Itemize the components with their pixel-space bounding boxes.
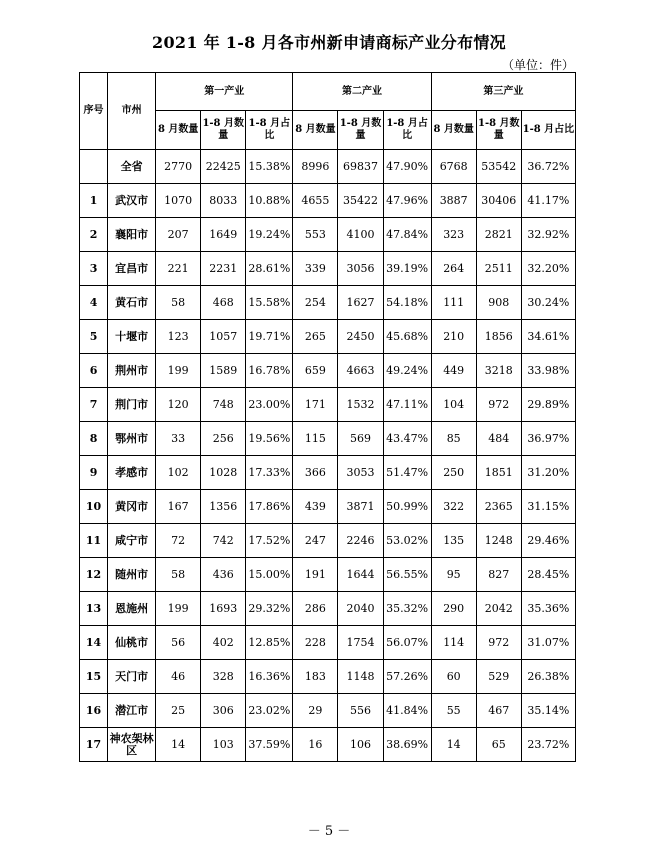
row-value: 23.00% (246, 388, 293, 422)
row-value: 972 (476, 626, 521, 660)
row-value: 39.19% (383, 252, 431, 286)
table-row (80, 422, 576, 456)
row-value: 26.38% (521, 660, 575, 694)
row-value: 29.89% (521, 388, 575, 422)
row-value: 908 (476, 286, 521, 320)
table-row (80, 286, 576, 320)
row-value: 1627 (338, 286, 383, 320)
row-value: 569 (338, 422, 383, 456)
row-value: 23.02% (246, 694, 293, 728)
row-value: 328 (201, 660, 246, 694)
row-seq: 7 (80, 388, 108, 422)
row-value: 23.72% (521, 728, 575, 762)
row-value: 85 (431, 422, 476, 456)
row-city: 荆门市 (108, 388, 156, 422)
row-city: 神农架林区 (108, 728, 156, 762)
row-value: 191 (293, 558, 338, 592)
row-value: 29.32% (246, 592, 293, 626)
row-value: 264 (431, 252, 476, 286)
row-value: 43.47% (383, 422, 431, 456)
row-value: 3053 (338, 456, 383, 490)
row-city: 恩施州 (108, 592, 156, 626)
row-value: 49.24% (383, 354, 431, 388)
document-title: 2021 年 1-8 月各市州新申请商标产业分布情况 (152, 33, 506, 52)
row-value: 56.55% (383, 558, 431, 592)
row-value: 171 (293, 388, 338, 422)
row-value: 69837 (338, 150, 383, 184)
row-city: 襄阳市 (108, 218, 156, 252)
row-value: 35.36% (521, 592, 575, 626)
row-value: 290 (431, 592, 476, 626)
row-value: 4655 (293, 184, 338, 218)
header-sub: 8 月数量 (293, 111, 338, 150)
table-row (80, 592, 576, 626)
row-city: 黄石市 (108, 286, 156, 320)
row-value: 3887 (431, 184, 476, 218)
header-sub: 8 月数量 (156, 111, 201, 150)
row-seq: 12 (80, 558, 108, 592)
row-value: 1693 (201, 592, 246, 626)
row-value: 467 (476, 694, 521, 728)
row-value: 2042 (476, 592, 521, 626)
row-value: 14 (431, 728, 476, 762)
row-seq: 1 (80, 184, 108, 218)
row-value: 4100 (338, 218, 383, 252)
row-city: 十堰市 (108, 320, 156, 354)
row-value: 58 (156, 558, 201, 592)
row-value: 366 (293, 456, 338, 490)
row-seq: 4 (80, 286, 108, 320)
row-value: 439 (293, 490, 338, 524)
row-value: 210 (431, 320, 476, 354)
row-value: 484 (476, 422, 521, 456)
row-value: 254 (293, 286, 338, 320)
row-value: 33.98% (521, 354, 575, 388)
row-seq: 6 (80, 354, 108, 388)
row-value: 104 (431, 388, 476, 422)
header-sub: 1-8 月占比 (521, 111, 575, 150)
row-value: 3056 (338, 252, 383, 286)
row-value: 1856 (476, 320, 521, 354)
row-value: 47.90% (383, 150, 431, 184)
row-value: 54.18% (383, 286, 431, 320)
row-value: 228 (293, 626, 338, 660)
row-value: 56 (156, 626, 201, 660)
row-value: 50.99% (383, 490, 431, 524)
row-value: 60 (431, 660, 476, 694)
header-seq: 序号 (80, 73, 108, 150)
row-value: 2450 (338, 320, 383, 354)
row-city: 随州市 (108, 558, 156, 592)
row-value: 35422 (338, 184, 383, 218)
row-value: 6768 (431, 150, 476, 184)
row-value: 2770 (156, 150, 201, 184)
row-value: 16 (293, 728, 338, 762)
table-row (80, 694, 576, 728)
row-city: 孝感市 (108, 456, 156, 490)
row-value: 2231 (201, 252, 246, 286)
row-value: 659 (293, 354, 338, 388)
row-value: 35.32% (383, 592, 431, 626)
row-value: 199 (156, 592, 201, 626)
row-value: 556 (338, 694, 383, 728)
row-seq: 9 (80, 456, 108, 490)
row-value: 2821 (476, 218, 521, 252)
row-seq: 11 (80, 524, 108, 558)
row-value: 37.59% (246, 728, 293, 762)
table-row (80, 354, 576, 388)
header-sub: 1-8 月占比 (383, 111, 431, 150)
row-city: 宜昌市 (108, 252, 156, 286)
row-value: 12.85% (246, 626, 293, 660)
row-city: 仙桃市 (108, 626, 156, 660)
row-value: 16.78% (246, 354, 293, 388)
row-value: 1057 (201, 320, 246, 354)
row-value: 553 (293, 218, 338, 252)
header-group-secondary: 第二产业 (293, 73, 431, 111)
page-number: － 5 － (307, 824, 351, 839)
header-sub: 8 月数量 (431, 111, 476, 150)
row-value: 46 (156, 660, 201, 694)
row-value: 199 (156, 354, 201, 388)
row-value: 827 (476, 558, 521, 592)
row-value: 25 (156, 694, 201, 728)
row-value: 748 (201, 388, 246, 422)
row-seq: 14 (80, 626, 108, 660)
row-value: 115 (293, 422, 338, 456)
row-value: 2511 (476, 252, 521, 286)
row-value: 17.86% (246, 490, 293, 524)
row-value: 135 (431, 524, 476, 558)
row-value: 436 (201, 558, 246, 592)
header-row-groups (80, 73, 576, 111)
table-row (80, 184, 576, 218)
table-row (80, 252, 576, 286)
header-sub: 1-8 月数量 (201, 111, 246, 150)
row-value: 1028 (201, 456, 246, 490)
row-city: 鄂州市 (108, 422, 156, 456)
row-value: 41.84% (383, 694, 431, 728)
row-value: 449 (431, 354, 476, 388)
table-row (80, 490, 576, 524)
row-value: 183 (293, 660, 338, 694)
table-row (80, 320, 576, 354)
row-value: 28.45% (521, 558, 575, 592)
row-value: 15.00% (246, 558, 293, 592)
trademark-distribution-table (79, 72, 576, 762)
row-value: 742 (201, 524, 246, 558)
row-value: 468 (201, 286, 246, 320)
header-sub: 1-8 月数量 (338, 111, 383, 150)
table-body (80, 150, 576, 762)
row-value: 1589 (201, 354, 246, 388)
row-value: 65 (476, 728, 521, 762)
row-seq: 5 (80, 320, 108, 354)
row-value: 19.56% (246, 422, 293, 456)
row-value: 41.17% (521, 184, 575, 218)
row-value: 167 (156, 490, 201, 524)
row-value: 45.68% (383, 320, 431, 354)
table-row (80, 456, 576, 490)
row-value: 10.88% (246, 184, 293, 218)
row-value: 103 (201, 728, 246, 762)
row-value: 1356 (201, 490, 246, 524)
row-value: 2040 (338, 592, 383, 626)
row-value: 1754 (338, 626, 383, 660)
row-value: 95 (431, 558, 476, 592)
row-value: 53.02% (383, 524, 431, 558)
row-seq: 10 (80, 490, 108, 524)
row-seq: 2 (80, 218, 108, 252)
row-value: 8033 (201, 184, 246, 218)
row-value: 1851 (476, 456, 521, 490)
row-value: 29.46% (521, 524, 575, 558)
row-value: 247 (293, 524, 338, 558)
row-value: 972 (476, 388, 521, 422)
row-value: 38.69% (383, 728, 431, 762)
row-value: 3218 (476, 354, 521, 388)
row-value: 34.61% (521, 320, 575, 354)
row-value: 3871 (338, 490, 383, 524)
row-value: 16.36% (246, 660, 293, 694)
header-group-primary: 第一产业 (156, 73, 293, 111)
row-city: 全省 (108, 150, 156, 184)
row-seq: 13 (80, 592, 108, 626)
row-value: 28.61% (246, 252, 293, 286)
row-value: 17.52% (246, 524, 293, 558)
table-row (80, 218, 576, 252)
header-city: 市州 (108, 73, 156, 150)
row-value: 56.07% (383, 626, 431, 660)
row-value: 47.11% (383, 388, 431, 422)
row-value: 339 (293, 252, 338, 286)
row-value: 1532 (338, 388, 383, 422)
row-city: 潜江市 (108, 694, 156, 728)
row-value: 2365 (476, 490, 521, 524)
row-value: 322 (431, 490, 476, 524)
row-value: 2246 (338, 524, 383, 558)
row-value: 207 (156, 218, 201, 252)
row-value: 286 (293, 592, 338, 626)
row-value: 306 (201, 694, 246, 728)
row-value: 15.38% (246, 150, 293, 184)
row-value: 57.26% (383, 660, 431, 694)
row-value: 32.20% (521, 252, 575, 286)
table-row (80, 150, 576, 184)
row-value: 1649 (201, 218, 246, 252)
row-value: 47.84% (383, 218, 431, 252)
row-city: 武汉市 (108, 184, 156, 218)
table-row (80, 524, 576, 558)
row-value: 1644 (338, 558, 383, 592)
row-value: 1070 (156, 184, 201, 218)
row-seq: 8 (80, 422, 108, 456)
row-value: 265 (293, 320, 338, 354)
row-city: 天门市 (108, 660, 156, 694)
row-value: 15.58% (246, 286, 293, 320)
row-value: 19.71% (246, 320, 293, 354)
header-sub: 1-8 月占比 (246, 111, 293, 150)
table-row (80, 558, 576, 592)
row-value: 33 (156, 422, 201, 456)
row-value: 106 (338, 728, 383, 762)
row-value: 1248 (476, 524, 521, 558)
table-row (80, 728, 576, 762)
row-value: 102 (156, 456, 201, 490)
row-value: 72 (156, 524, 201, 558)
row-value: 19.24% (246, 218, 293, 252)
row-value: 529 (476, 660, 521, 694)
row-city: 黄冈市 (108, 490, 156, 524)
row-value: 111 (431, 286, 476, 320)
row-value: 30.24% (521, 286, 575, 320)
row-value: 114 (431, 626, 476, 660)
row-value: 402 (201, 626, 246, 660)
row-value: 36.97% (521, 422, 575, 456)
row-value: 1148 (338, 660, 383, 694)
row-value: 47.96% (383, 184, 431, 218)
row-value: 123 (156, 320, 201, 354)
table-row (80, 660, 576, 694)
row-seq: 15 (80, 660, 108, 694)
row-value: 29 (293, 694, 338, 728)
row-seq: 16 (80, 694, 108, 728)
row-value: 250 (431, 456, 476, 490)
row-value: 31.20% (521, 456, 575, 490)
row-value: 120 (156, 388, 201, 422)
table-row (80, 626, 576, 660)
row-value: 55 (431, 694, 476, 728)
row-value: 323 (431, 218, 476, 252)
row-city: 咸宁市 (108, 524, 156, 558)
row-city: 荆州市 (108, 354, 156, 388)
row-value: 32.92% (521, 218, 575, 252)
row-value: 17.33% (246, 456, 293, 490)
row-value: 30406 (476, 184, 521, 218)
unit-note: （单位：件） (501, 58, 574, 72)
row-value: 35.14% (521, 694, 575, 728)
row-value: 58 (156, 286, 201, 320)
row-value: 221 (156, 252, 201, 286)
row-seq: 17 (80, 728, 108, 762)
table-row (80, 388, 576, 422)
row-value: 31.15% (521, 490, 575, 524)
row-seq: 3 (80, 252, 108, 286)
row-value: 22425 (201, 150, 246, 184)
row-value: 4663 (338, 354, 383, 388)
row-value: 53542 (476, 150, 521, 184)
header-group-tertiary: 第三产业 (431, 73, 575, 111)
header-sub: 1-8 月数量 (476, 111, 521, 150)
row-seq (80, 150, 108, 184)
row-value: 256 (201, 422, 246, 456)
row-value: 31.07% (521, 626, 575, 660)
row-value: 8996 (293, 150, 338, 184)
row-value: 51.47% (383, 456, 431, 490)
row-value: 36.72% (521, 150, 575, 184)
row-value: 14 (156, 728, 201, 762)
